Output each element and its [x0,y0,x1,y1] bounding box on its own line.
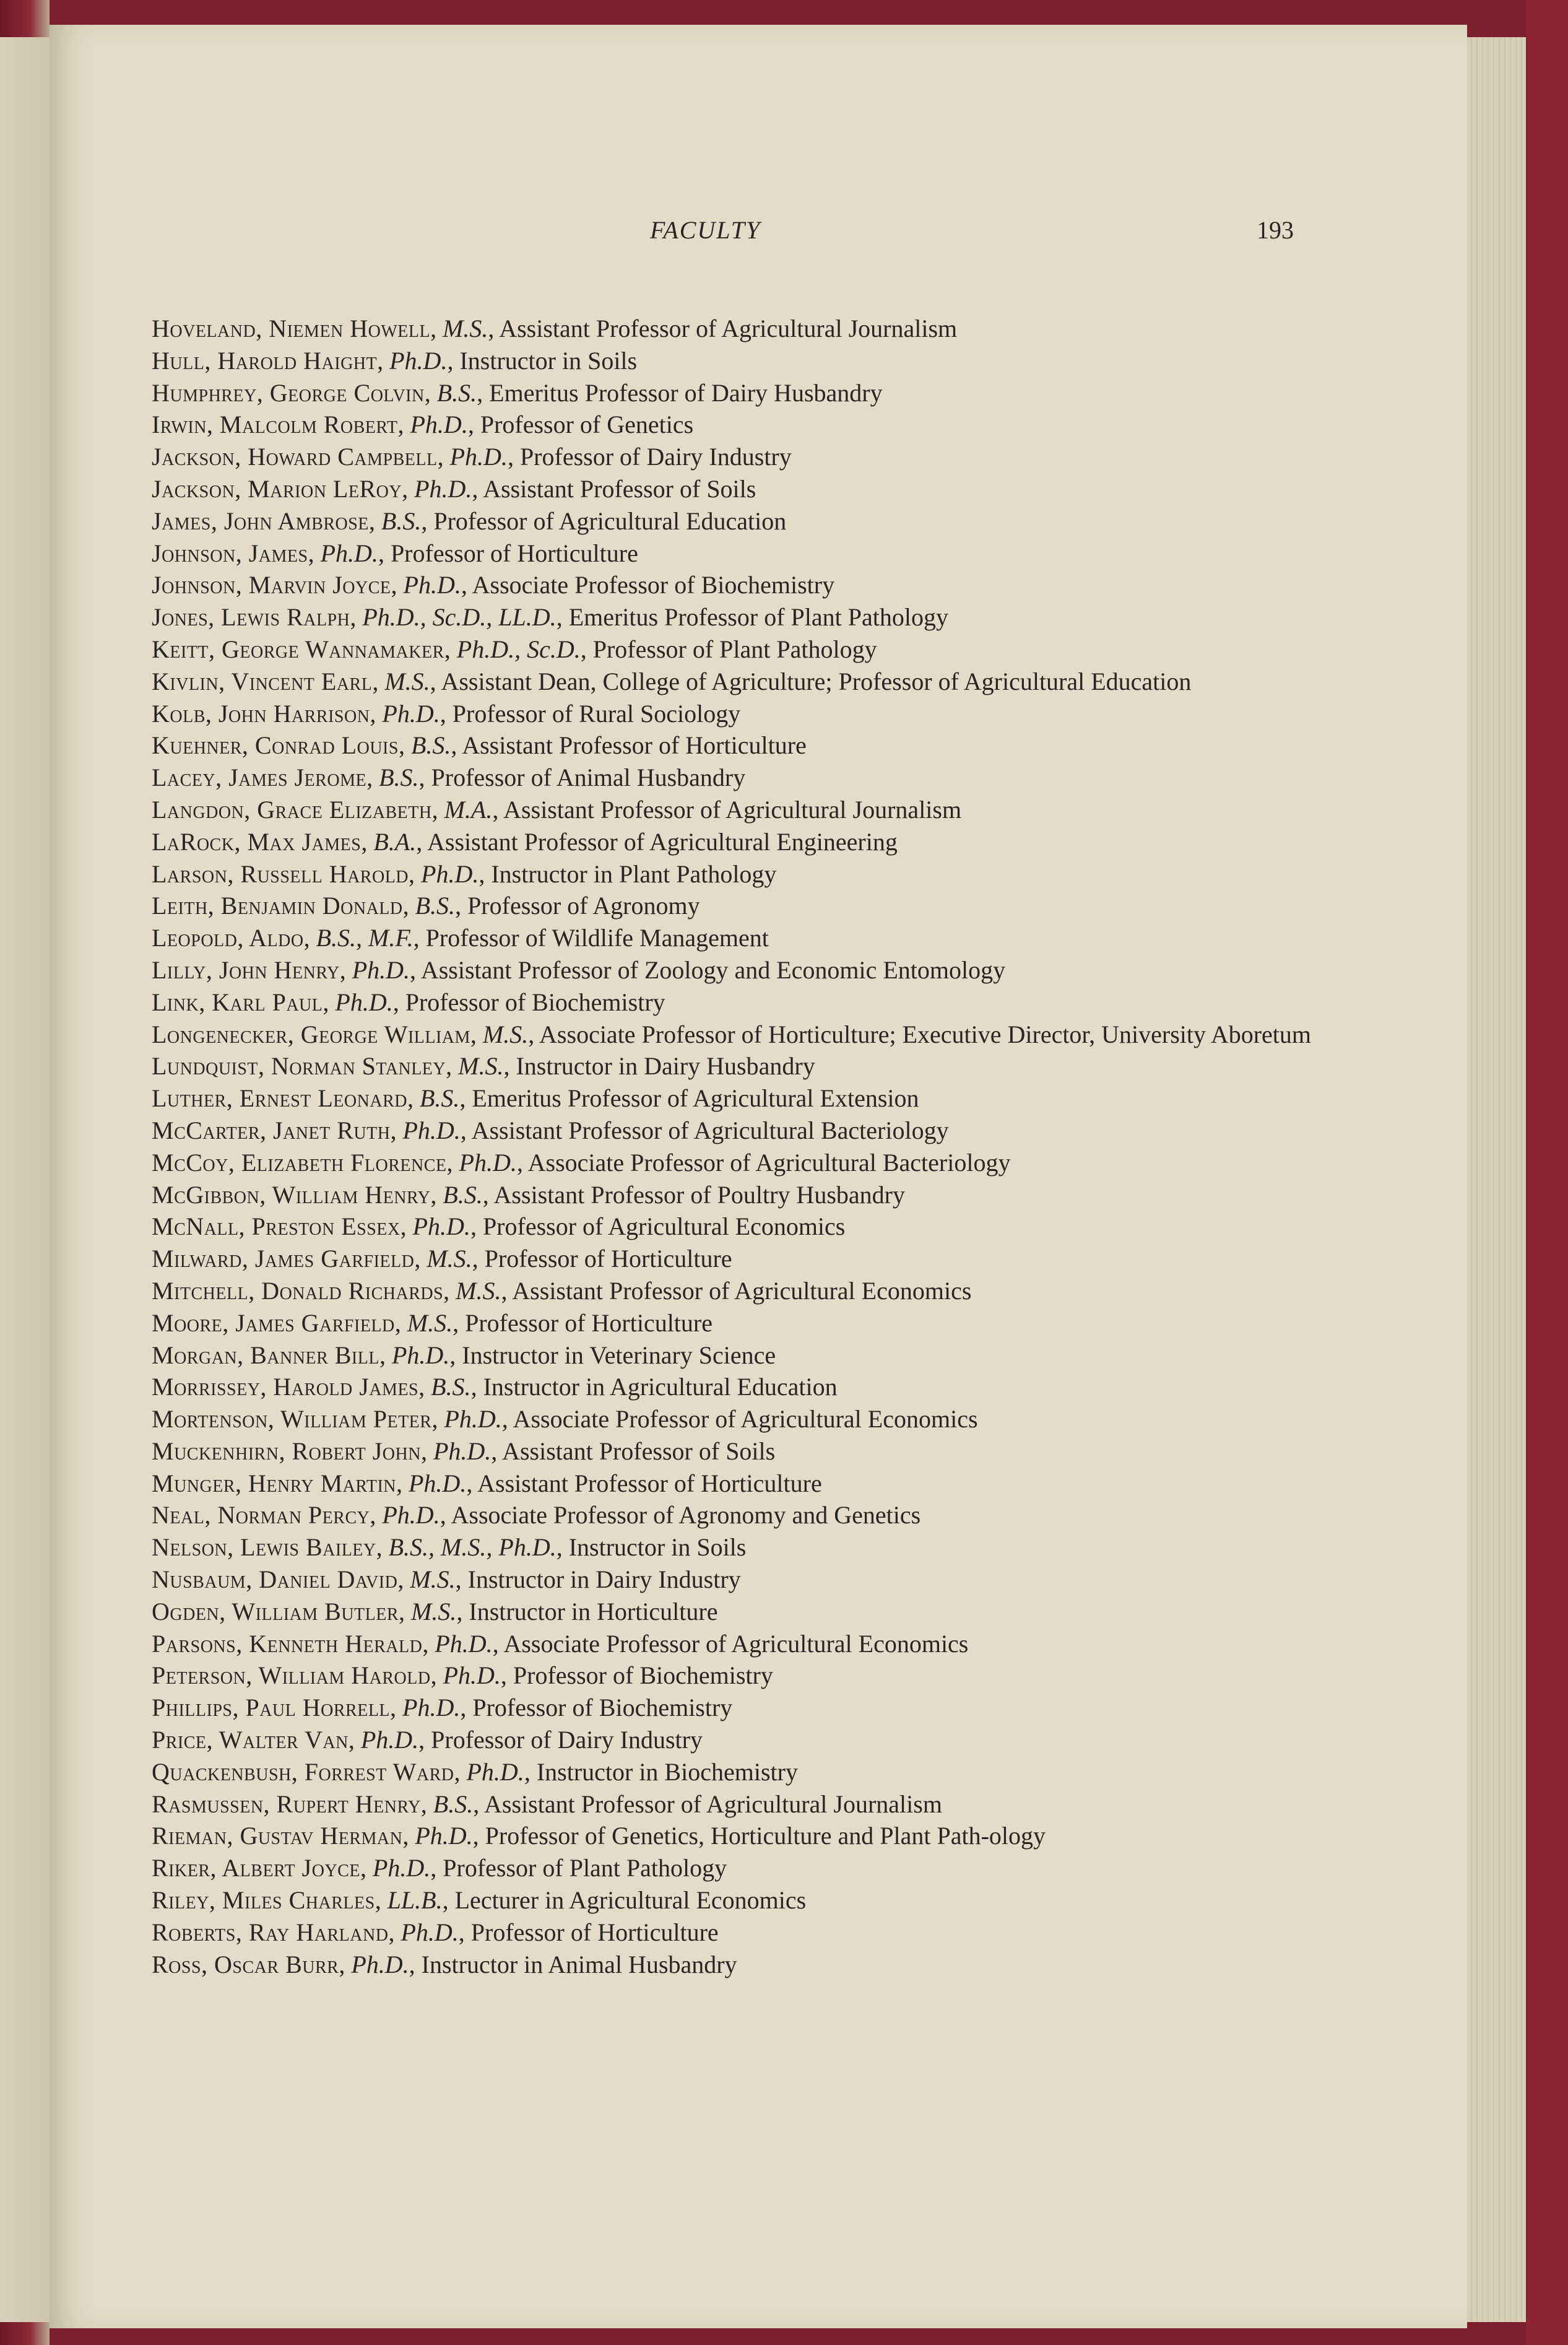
faculty-entry: Moore, James Garfield, M.S., Professor of Horticulture [152,1308,713,1337]
faculty-entry: McCoy, Elizabeth Florence, Ph.D., Associate Professor of Agricultural Bacteriology [152,1148,1011,1177]
faculty-entry: Riley, Miles Charles, LL.B., Lecturer in Agricultural Economics [152,1886,807,1915]
faculty-name: Jackson, Howard Campbell [152,443,438,471]
faculty-title: Instructor in Animal Husbandry [421,1950,737,1978]
faculty-name: Nusbaum, Daniel David [152,1565,398,1594]
faculty-degree: Ph.D., Sc.D., LL.D. [362,603,557,632]
faculty-entry: Hoveland, Niemen Howell, M.S., Assistant Professor of Agricultural Journalism [152,315,958,342]
page-stack-edges [1467,37,1526,2322]
faculty-entry: Irwin, Malcolm Robert, Ph.D., Professor of Genetics [152,411,694,439]
faculty-entry: Leith, Benjamin Donald, B.S., Professor of Agronomy [152,892,700,920]
faculty-name: Morgan, Banner Bill [152,1341,379,1369]
faculty-title: Professor of Agronomy [467,892,700,920]
faculty-name: Peterson, William Harold [152,1661,431,1690]
faculty-entry: Langdon, Grace Elizabeth, M.A., Assistant Professor of Agricultural Journalism [152,795,962,824]
faculty-degree: B.S. [443,1180,483,1209]
faculty-title: Emeritus Professor of Dairy Husbandry [489,378,883,407]
faculty-entry: Munger, Henry Martin, Ph.D., Assistant Professor of Horticulture [152,1469,822,1497]
faculty-degree: Ph.D. [421,859,479,888]
running-head: FACULTY [650,216,761,244]
faculty-degree: B.S. [436,378,477,407]
faculty-title: Assistant Professor of Agricultural Journalism [484,1790,942,1818]
faculty-entry: Longenecker, George William, M.S., Associate Professor of Horticulture; Executive Director, University Aboretum [152,1020,1311,1048]
faculty-title: Assistant Professor of Agricultural Engineering [427,827,898,856]
faculty-title: Professor of Horticulture [484,1245,732,1273]
faculty-title: Instructor in Plant Pathology [491,859,777,888]
faculty-entry: Lacey, James Jerome, B.S., Professor of Animal Husbandry [152,764,746,792]
faculty-degree: B.S., M.S., Ph.D. [388,1533,557,1562]
faculty-entry: Phillips, Paul Horrell, Ph.D., Professor of Biochemistry [152,1694,733,1722]
faculty-title: Professor of Biochemistry [405,988,665,1016]
faculty-degree: Ph.D. [443,1661,501,1690]
faculty-entry: Lilly, John Henry, Ph.D., Assistant Professor of Zoology and Economic Entomology [152,955,1006,984]
faculty-degree: M.S. [443,315,488,342]
faculty-title: Professor of Animal Husbandry [431,764,746,792]
faculty-title: Assistant Professor of Horticulture [462,731,807,760]
faculty-title: Emeritus Professor of Agricultural Extension [472,1084,919,1113]
faculty-degree: B.S. [379,764,419,792]
faculty-title: Professor of Agricultural Economics [482,1212,846,1241]
faculty-name: Longenecker, George William [152,1020,470,1048]
faculty-degree: Ph.D. [320,539,378,567]
faculty-degree: M.S. [427,1245,472,1273]
faculty-name: Lilly, John Henry [152,955,340,984]
faculty-entry: Humphrey, George Colvin, B.S., Emeritus Professor of Dairy Husbandry [152,378,883,407]
faculty-title: Associate Professor of Horticulture; Executive Director, University Aboretum [539,1020,1311,1048]
faculty-entry: Roberts, Ray Harland, Ph.D., Professor of Horticulture [152,1918,719,1946]
faculty-title: Instructor in Biochemistry [536,1757,798,1786]
faculty-title: Professor of Agricultural Education [433,507,787,535]
faculty-name: Johnson, Marvin Joyce [152,571,391,599]
faculty-entry: Nusbaum, Daniel David, M.S., Instructor in Dairy Industry [152,1565,741,1594]
faculty-entry: Parsons, Kenneth Herald, Ph.D., Associate Professor of Agricultural Economics [152,1629,969,1658]
faculty-degree: Ph.D. [409,1469,467,1497]
faculty-name: Leith, Benjamin Donald [152,892,403,920]
faculty-degree: Ph.D. [435,1629,493,1658]
faculty-entry: Mitchell, Donald Richards, M.S., Assistant Professor of Agricultural Economics [152,1276,972,1305]
faculty-name: Larson, Russell Harold [152,859,409,888]
faculty-name: Munger, Henry Martin [152,1469,396,1497]
faculty-title: Instructor in Veterinary Science [462,1341,776,1369]
faculty-entry: Neal, Norman Percy, Ph.D., Associate Professor of Agronomy and Genetics [152,1501,921,1529]
faculty-title: Instructor in Dairy Industry [467,1565,741,1594]
faculty-entry: Ross, Oscar Burr, Ph.D., Instructor in Animal Husbandry [152,1950,737,1978]
faculty-name: Morrissey, Harold James [152,1373,419,1401]
faculty-entry: Jones, Lewis Ralph, Ph.D., Sc.D., LL.D., Emeritus Professor of Plant Pathology [152,603,948,632]
faculty-degree: Ph.D. [466,1757,524,1786]
faculty-title: Professor of Biochemistry [513,1661,773,1690]
faculty-degree: Ph.D. [401,1918,459,1946]
faculty-name: McCarter, Janet Ruth [152,1116,391,1144]
faculty-entry: Rasmussen, Rupert Henry, B.S., Assistant Professor of Agricultural Journalism [152,1790,942,1818]
faculty-degree: B.S. [431,1373,471,1401]
faculty-title: Associate Professor of Agricultural Economics [503,1629,969,1658]
faculty-title: Instructor in Horticulture [469,1597,718,1625]
faculty-entry: Kolb, John Harrison, Ph.D., Professor of Rural Sociology [152,699,741,728]
faculty-name: Hoveland, Niemen Howell [152,315,431,342]
faculty-entry: Price, Walter Van, Ph.D., Professor of Dairy Industry [152,1726,703,1754]
faculty-title: Assistant Professor of Soils [483,474,756,503]
faculty-title: Professor of Genetics, Horticulture and Plant Path-ology [485,1822,1046,1850]
faculty-entry: Nelson, Lewis Bailey, B.S., M.S., Ph.D., Instructor in Soils [152,1533,747,1562]
faculty-degree: LL.B. [387,1886,443,1915]
faculty-name: Luther, Ernest Leonard [152,1084,407,1113]
faculty-title: Professor of Wildlife Management [425,924,769,952]
faculty-degree: Ph.D. [389,346,448,375]
faculty-title: Lecturer in Agricultural Economics [454,1886,807,1915]
faculty-entry: McNall, Preston Essex, Ph.D., Professor of Agricultural Economics [152,1212,846,1241]
faculty-degree: Ph.D. [414,474,472,503]
faculty-entry: Ogden, William Butler, M.S., Instructor in Horticulture [152,1597,718,1625]
faculty-title: Professor of Plant Pathology [443,1854,727,1882]
faculty-name: Quackenbush, Forrest Ward [152,1757,454,1786]
faculty-name: Riley, Miles Charles [152,1886,375,1915]
faculty-entry: Rieman, Gustav Herman, Ph.D., Professor of Genetics, Horticulture and Plant Path-ology [152,1822,1046,1850]
faculty-name: Johnson, James [152,539,308,567]
faculty-degree: B.S. [410,731,451,760]
faculty-name: Humphrey, George Colvin [152,378,425,407]
faculty-title: Professor of Dairy Industry [519,443,792,471]
faculty-entry: Jackson, Howard Campbell, Ph.D., Professor of Dairy Industry [152,443,792,471]
faculty-entry: Johnson, James, Ph.D., Professor of Horticulture [152,539,638,567]
faculty-title: Associate Professor of Biochemistry [472,571,835,599]
faculty-name: Kolb, John Harrison [152,699,370,728]
faculty-degree: M.S. [407,1308,453,1337]
faculty-degree: Ph.D. [382,699,440,728]
faculty-degree: Ph.D. [403,571,461,599]
faculty-name: Kivlin, Vincent Earl [152,667,373,695]
faculty-title: Associate Professor of Agronomy and Genetics [451,1501,921,1529]
faculty-degree: Ph.D. [372,1854,431,1882]
faculty-degree: M.S. [384,667,430,695]
faculty-entry: McCarter, Janet Ruth, Ph.D., Assistant Professor of Agricultural Bacteriology [152,1116,949,1144]
faculty-degree: Ph.D. [351,1950,409,1978]
faculty-title: Professor of Horticulture [465,1308,713,1337]
faculty-degree: Ph.D. [391,1341,450,1369]
faculty-title: Assistant Professor of Agricultural Journalism [499,315,958,342]
page-number: 193 [1257,216,1294,244]
faculty-entry: Luther, Ernest Leonard, B.S., Emeritus Professor of Agricultural Extension [152,1084,919,1113]
faculty-degree: Ph.D. [352,955,410,984]
faculty-name: Link, Karl Paul [152,988,323,1016]
faculty-degree: Ph.D. [360,1726,419,1754]
faculty-name: Phillips, Paul Horrell [152,1694,391,1722]
faculty-degree: Ph.D. [410,411,468,439]
faculty-degree: Ph.D. [415,1822,473,1850]
faculty-entry: Keitt, George Wannamaker, Ph.D., Sc.D., Professor of Plant Pathology [152,635,877,663]
faculty-name: Jackson, Marion LeRoy [152,474,402,503]
faculty-title: Assistant Professor of Soils [502,1437,776,1465]
faculty-entry: Peterson, William Harold, Ph.D., Professor of Biochemistry [152,1661,773,1690]
faculty-title: Professor of Horticulture [470,1918,719,1946]
faculty-name: Leopold, Aldo [152,924,304,952]
facing-page-edge [0,37,50,2322]
faculty-title: Assistant Professor of Poultry Husbandry [493,1180,905,1209]
faculty-name: Price, Walter Van [152,1726,349,1754]
faculty-name: Langdon, Grace Elizabeth [152,795,432,824]
faculty-entry: LaRock, Max James, B.A., Assistant Professor of Agricultural Engineering [152,827,898,856]
faculty-degree: Ph.D. [402,1116,461,1144]
faculty-name: Nelson, Lewis Bailey [152,1533,376,1562]
book-cover-right [1526,0,1568,2345]
faculty-entry: Milward, James Garfield, M.S., Professor of Horticulture [152,1245,732,1273]
faculty-degree: B.S. [415,892,456,920]
faculty-entry: Leopold, Aldo, B.S., M.F., Professor of Wildlife Management [152,924,769,952]
faculty-entry: Riker, Albert Joyce, Ph.D., Professor of Plant Pathology [152,1854,727,1882]
faculty-entry: Morgan, Banner Bill, Ph.D., Instructor in Veterinary Science [152,1341,776,1369]
faculty-name: Ogden, William Butler [152,1597,399,1625]
faculty-degree: Ph.D. [449,443,508,471]
faculty-degree: Ph.D. [382,1501,440,1529]
faculty-name: LaRock, Max James [152,827,362,856]
faculty-degree: B.S., M.F. [316,924,414,952]
faculty-name: Parsons, Kenneth Herald [152,1629,423,1658]
faculty-name: Milward, James Garfield [152,1245,415,1273]
faculty-degree: B.S. [433,1790,474,1818]
faculty-degree: Ph.D. [402,1694,461,1722]
faculty-name: Keitt, George Wannamaker [152,635,444,663]
faculty-name: Lacey, James Jerome [152,764,367,792]
faculty-name: Lundquist, Norman Stanley [152,1052,446,1081]
faculty-degree: Ph.D. [412,1212,470,1241]
faculty-name: Mortenson, William Peter [152,1405,432,1434]
faculty-degree: Ph.D., Sc.D. [456,635,581,663]
faculty-name: Riker, Albert Joyce [152,1854,360,1882]
faculty-name: McCoy, Elizabeth Florence [152,1148,447,1177]
faculty-degree: B.S. [381,507,422,535]
faculty-title: Instructor in Dairy Husbandry [516,1052,815,1081]
faculty-name: McNall, Preston Essex [152,1212,401,1241]
faculty-entry: Muckenhirn, Robert John, Ph.D., Assistant Professor of Soils [152,1437,776,1465]
faculty-entry: James, John Ambrose, B.S., Professor of Agricultural Education [152,507,787,535]
faculty-name: James, John Ambrose [152,507,369,535]
faculty-title: Instructor in Soils [568,1533,747,1562]
faculty-entry: Quackenbush, Forrest Ward, Ph.D., Instructor in Biochemistry [152,1757,798,1786]
faculty-name: Neal, Norman Percy [152,1501,370,1529]
faculty-entry: McGibbon, William Henry, B.S., Assistant Professor of Poultry Husbandry [152,1180,905,1209]
faculty-entry: Johnson, Marvin Joyce, Ph.D., Associate Professor of Biochemistry [152,571,835,599]
faculty-name: Roberts, Ray Harland [152,1918,389,1946]
faculty-title: Instructor in Agricultural Education [483,1373,838,1401]
faculty-name: Rieman, Gustav Herman [152,1822,403,1850]
faculty-title: Assistant Professor of Agricultural Journalism [503,795,962,824]
faculty-degree: Ph.D. [444,1405,502,1434]
faculty-degree: B.A. [373,827,417,856]
faculty-title: Assistant Professor of Agricultural Bacteriology [471,1116,949,1144]
faculty-entry: Kuehner, Conrad Louis, B.S., Assistant Professor of Horticulture [152,731,807,760]
faculty-degree: M.S. [458,1052,504,1081]
faculty-entry: Larson, Russell Harold, Ph.D., Instructor in Plant Pathology [152,859,777,888]
faculty-entry: Link, Karl Paul, Ph.D., Professor of Biochemistry [152,988,665,1016]
faculty-name: Irwin, Malcolm Robert [152,411,398,439]
faculty-degree: Ph.D. [459,1148,517,1177]
faculty-title: Emeritus Professor of Plant Pathology [568,603,948,632]
faculty-degree: M.A. [444,795,493,824]
faculty-title: Professor of Rural Sociology [452,699,741,728]
faculty-title: Professor of Horticulture [390,539,638,567]
faculty-degree: Ph.D. [433,1437,492,1465]
faculty-title: Associate Professor of Agricultural Economics [513,1405,978,1434]
faculty-degree: M.S. [482,1020,529,1048]
faculty-degree: M.S. [410,1565,456,1594]
faculty-degree: B.S. [419,1084,460,1113]
faculty-title: Professor of Dairy Industry [431,1726,703,1754]
faculty-entry: Jackson, Marion LeRoy, Ph.D., Assistant Professor of Soils [152,474,756,503]
faculty-entry: Kivlin, Vincent Earl, M.S., Assistant Dean, College of Agriculture; Professor of Agricultural Education [152,667,1192,695]
faculty-entry: Morrissey, Harold James, B.S., Instructor in Agricultural Education [152,1373,838,1401]
faculty-name: McGibbon, William Henry [152,1180,431,1209]
faculty-degree: M.S. [456,1276,501,1305]
faculty-title: Assistant Dean, College of Agriculture; Professor of Agricultural Education [441,667,1192,695]
faculty-title: Assistant Professor of Horticulture [477,1469,822,1497]
faculty-title: Professor of Genetics [480,411,694,439]
faculty-name: Hull, Harold Haight [152,346,378,375]
faculty-name: Ross, Oscar Burr [152,1950,339,1978]
faculty-name: Jones, Lewis Ralph [152,603,350,632]
faculty-entry: Lundquist, Norman Stanley, M.S., Instructor in Dairy Husbandry [152,1052,815,1081]
faculty-title: Associate Professor of Agricultural Bacteriology [527,1148,1011,1177]
faculty-entry: Hull, Harold Haight, Ph.D., Instructor in Soils [152,346,638,375]
faculty-title: Assistant Professor of Agricultural Economics [512,1276,972,1305]
faculty-name: Mitchell, Donald Richards [152,1276,444,1305]
faculty-degree: Ph.D. [335,988,393,1016]
faculty-degree: M.S. [411,1597,457,1625]
faculty-title: Professor of Plant Pathology [592,635,877,663]
faculty-entry: Mortenson, William Peter, Ph.D., Associate Professor of Agricultural Economics [152,1405,978,1434]
faculty-name: Kuehner, Conrad Louis [152,731,399,760]
faculty-title: Professor of Biochemistry [472,1694,733,1722]
faculty-title: Instructor in Soils [459,346,638,375]
faculty-name: Muckenhirn, Robert John [152,1437,421,1465]
faculty-name: Rasmussen, Rupert Henry [152,1790,421,1818]
faculty-name: Moore, James Garfield [152,1308,395,1337]
faculty-list [152,313,1315,1980]
faculty-title: Assistant Professor of Zoology and Economic Entomology [420,955,1006,984]
